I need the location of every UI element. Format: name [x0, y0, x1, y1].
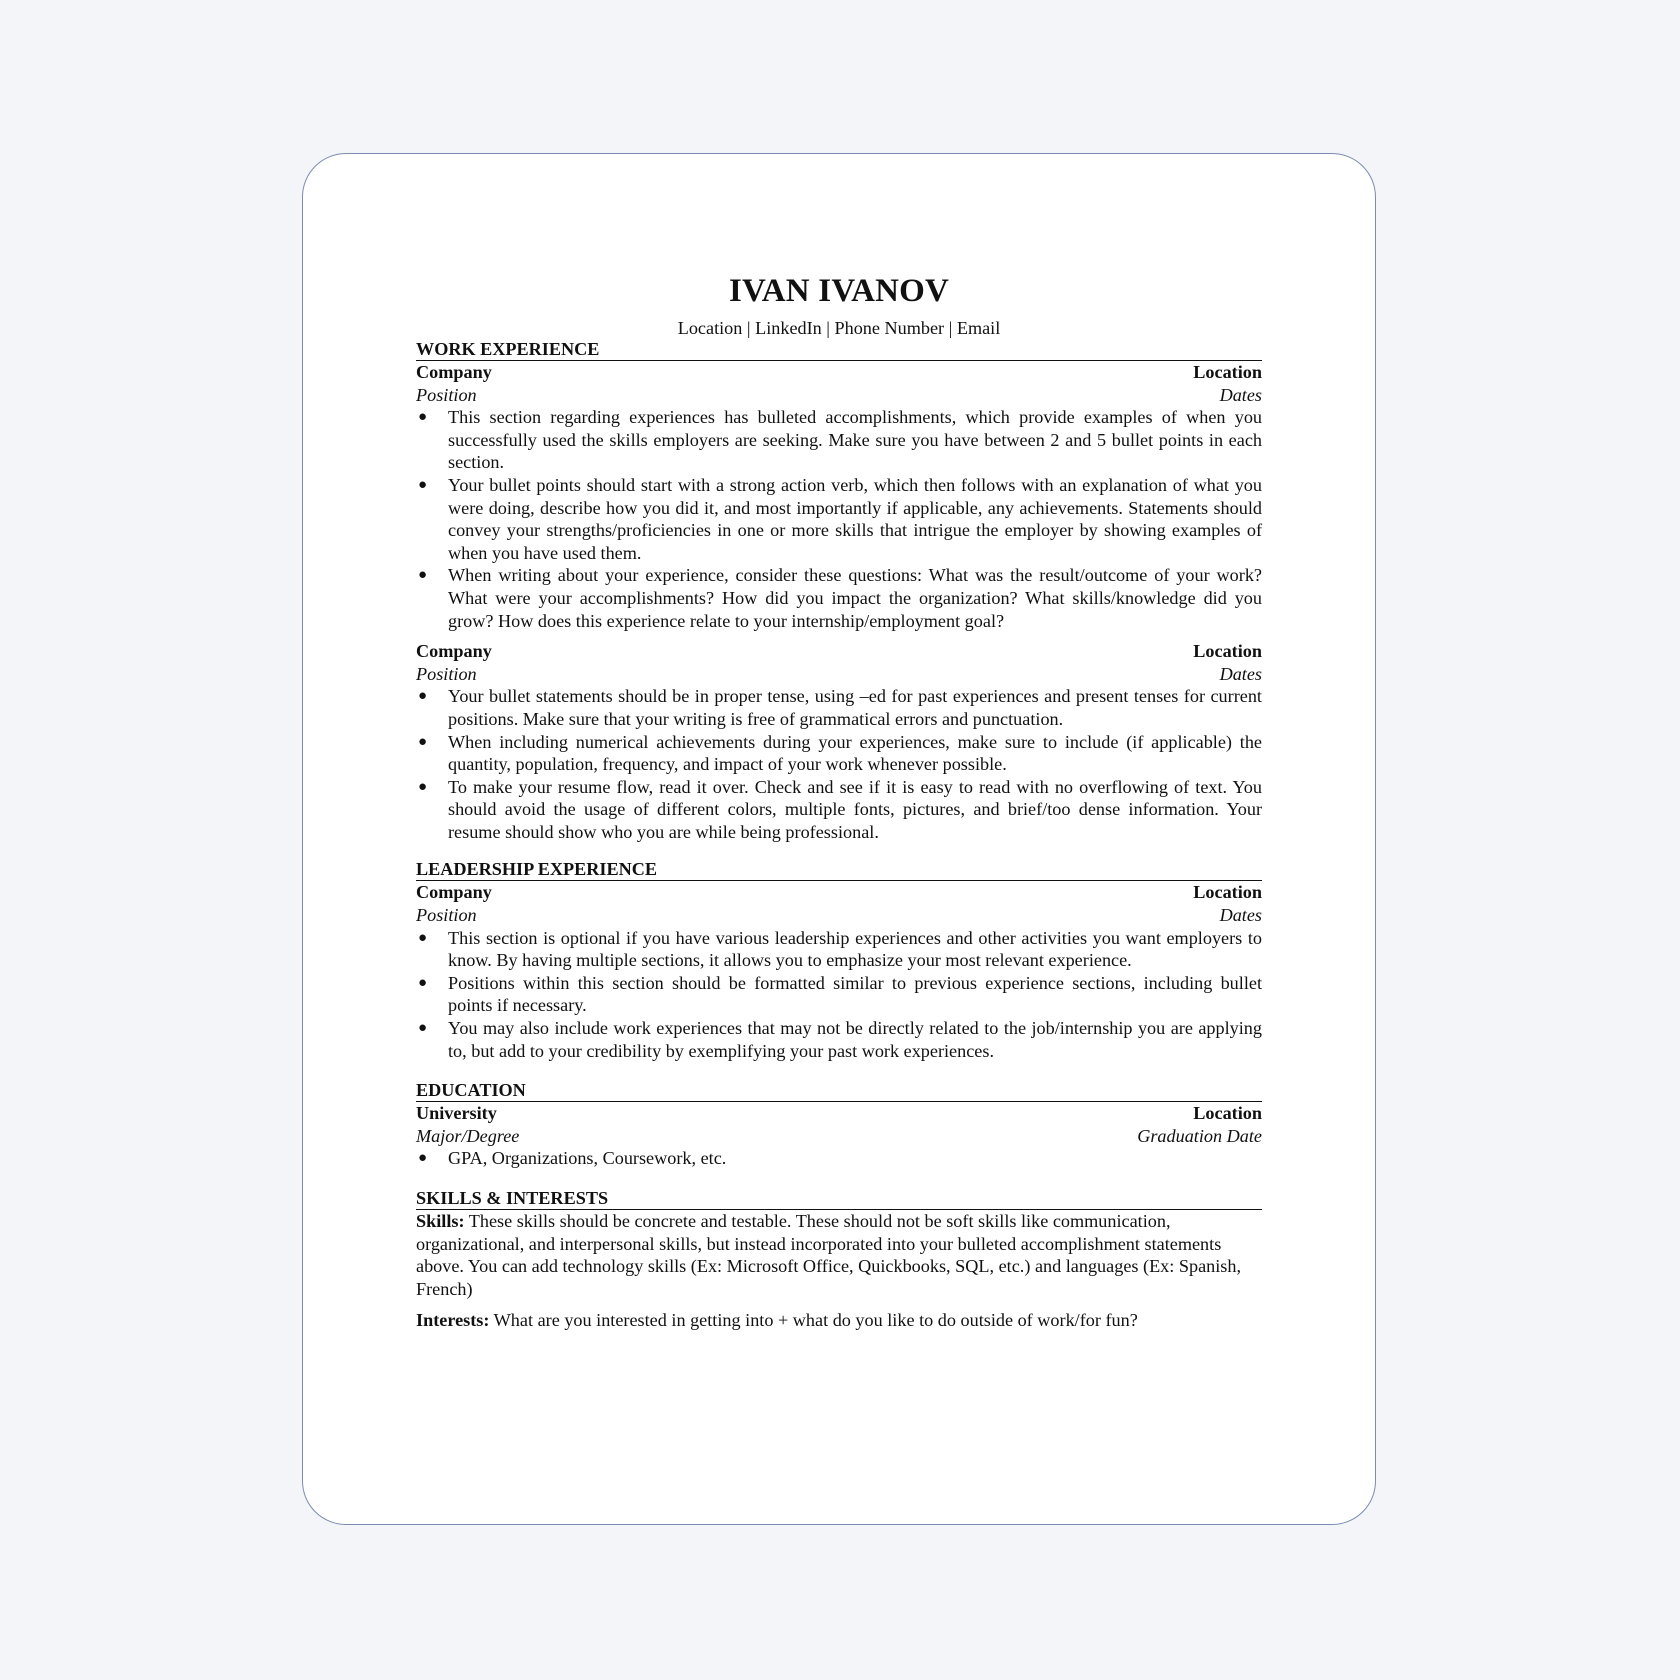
position-dates: Dates [1219, 905, 1262, 926]
company-location: Location [1193, 362, 1262, 382]
work-entry [416, 361, 1262, 632]
position-title: Position [416, 663, 477, 684]
bullet-text: This section regarding experiences has bulleted accomplishments, which provide examples of when you successfully used the skills employers are seeking. Make sure you have between 2 and 5 bullet points in each section. [448, 407, 1262, 473]
position-dates: Dates [1219, 663, 1262, 684]
entry-subheader [416, 904, 1262, 927]
interests-paragraph [416, 1309, 1262, 1332]
interests-text: What are you interested in getting into + what do you like to do outside of work/for fun? [489, 1310, 1138, 1331]
bullet-text: This section is optional if you have various leadership experiences and other activities you want employers to know. By having multiple sections, it allows you to emphasize your most relevant experience. [448, 927, 1262, 971]
bullet-dot-icon: ● [418, 1150, 428, 1167]
bullet-item [416, 406, 1262, 474]
resume-name: IVAN IVANOV [728, 273, 950, 309]
entry-header [416, 881, 1262, 904]
position-dates: Dates [1219, 384, 1262, 405]
bullet-list [416, 406, 1262, 632]
bullet-dot-icon: ● [418, 567, 428, 584]
university-name: University [416, 1103, 497, 1124]
position-title: Position [416, 905, 477, 926]
bullet-dot-icon: ● [418, 974, 428, 991]
bullet-item [416, 776, 1262, 844]
bullet-dot-icon: ● [418, 1020, 428, 1037]
bullet-dot-icon: ● [418, 409, 428, 426]
resume-document [416, 271, 1262, 1332]
work-entry [416, 640, 1262, 843]
bullet-list [416, 685, 1262, 843]
interests-label: Interests: [416, 1310, 490, 1331]
bullet-item [416, 972, 1262, 1017]
company-location: Location [1193, 882, 1262, 903]
bullet-dot-icon: ● [418, 929, 428, 946]
leadership-entry [416, 881, 1262, 1062]
bullet-dot-icon: ● [418, 476, 428, 493]
company-name: Company [416, 362, 492, 382]
bullet-item [416, 474, 1262, 564]
bullet-dot-icon: ● [418, 733, 428, 750]
bullet-item [416, 731, 1262, 776]
bullet-item [416, 927, 1262, 972]
graduation-date: Graduation Date [1137, 1125, 1262, 1146]
position-title: Position [416, 384, 477, 405]
bullet-dot-icon: ● [418, 688, 428, 705]
bullet-text: To make your resume flow, read it over. Check and see if it is easy to read with no overflowing of text. You should avoid the usage of different colors, multiple fonts, pictures, and brief/too dense information. Your resume should show who you are while being professional. [448, 776, 1262, 842]
company-name: Company [416, 641, 492, 662]
entry-subheader [416, 663, 1262, 686]
major-degree: Major/Degree [416, 1125, 520, 1146]
section-title-education: EDUCATION [416, 1080, 1262, 1102]
bullet-list [416, 927, 1262, 1063]
entry-header [416, 1102, 1262, 1125]
bullet-item [416, 564, 1262, 632]
education-entry [416, 1102, 1262, 1170]
bullet-item [416, 685, 1262, 730]
section-title-leadership: LEADERSHIP EXPERIENCE [416, 859, 1262, 881]
bullet-text: When writing about your experience, consider these questions: What was the result/outcome of your work? What were your accomplishments? How did you impact the organization? What skills/knowledge did you grow? How does this experience relate to your internship/employment goal? [448, 565, 1262, 631]
bullet-list [416, 1147, 1262, 1170]
entry-header [416, 640, 1262, 663]
section-title-work: WORK EXPERIENCE [416, 339, 1262, 361]
bullet-dot-icon: ● [418, 778, 428, 795]
contact-line: Location | LinkedIn | Phone Number | Email [677, 318, 1001, 338]
skills-paragraph [416, 1210, 1262, 1300]
bullet-text: Positions within this section should be formatted similar to previous experience sections, including bullet points if necessary. [448, 972, 1262, 1016]
entry-header [416, 361, 1262, 384]
university-location: Location [1193, 1103, 1262, 1124]
company-name: Company [416, 882, 492, 903]
bullet-item [416, 1147, 1262, 1170]
skills-text: These skills should be concrete and testable. These should not be soft skills like communication, organizational, and interpersonal skills, but instead incorporated into your bulleted accomplishment statements above. You can add technology skills (Ex: Microsoft Office, Quickbooks, SQL, etc.) and languages (Ex: Spanish, French) [416, 1211, 1242, 1299]
entry-subheader [416, 1125, 1262, 1148]
entry-subheader [416, 384, 1262, 407]
bullet-text: GPA, Organizations, Coursework, etc. [448, 1148, 727, 1169]
section-title-skills: SKILLS & INTERESTS [416, 1188, 1262, 1210]
bullet-text: Your bullet points should start with a strong action verb, which then follows with an explanation of what you were doing, describe how you did it, and most importantly if applicable, any achievements. Statements should convey your strengths/proficiencies in one or more skills that intrigue the employer by showing examples of when you have used them. [448, 474, 1262, 563]
company-location: Location [1193, 641, 1262, 662]
bullet-text: You may also include work experiences that may not be directly related to the job/internship you are applying to, but add to your credibility by exemplifying your past work experiences. [448, 1018, 1262, 1061]
skills-label: Skills: [416, 1211, 465, 1231]
bullet-text: Your bullet statements should be in proper tense, using –ed for past experiences and present tenses for current positions. Make sure that your writing is free of grammatical errors and punctuation. [448, 686, 1262, 729]
resume-card [302, 153, 1376, 1525]
bullet-text: When including numerical achievements during your experiences, make sure to include (if applicable) the quantity, population, frequency, and impact of your work whenever possible. [448, 731, 1262, 775]
bullet-item [416, 1017, 1262, 1062]
